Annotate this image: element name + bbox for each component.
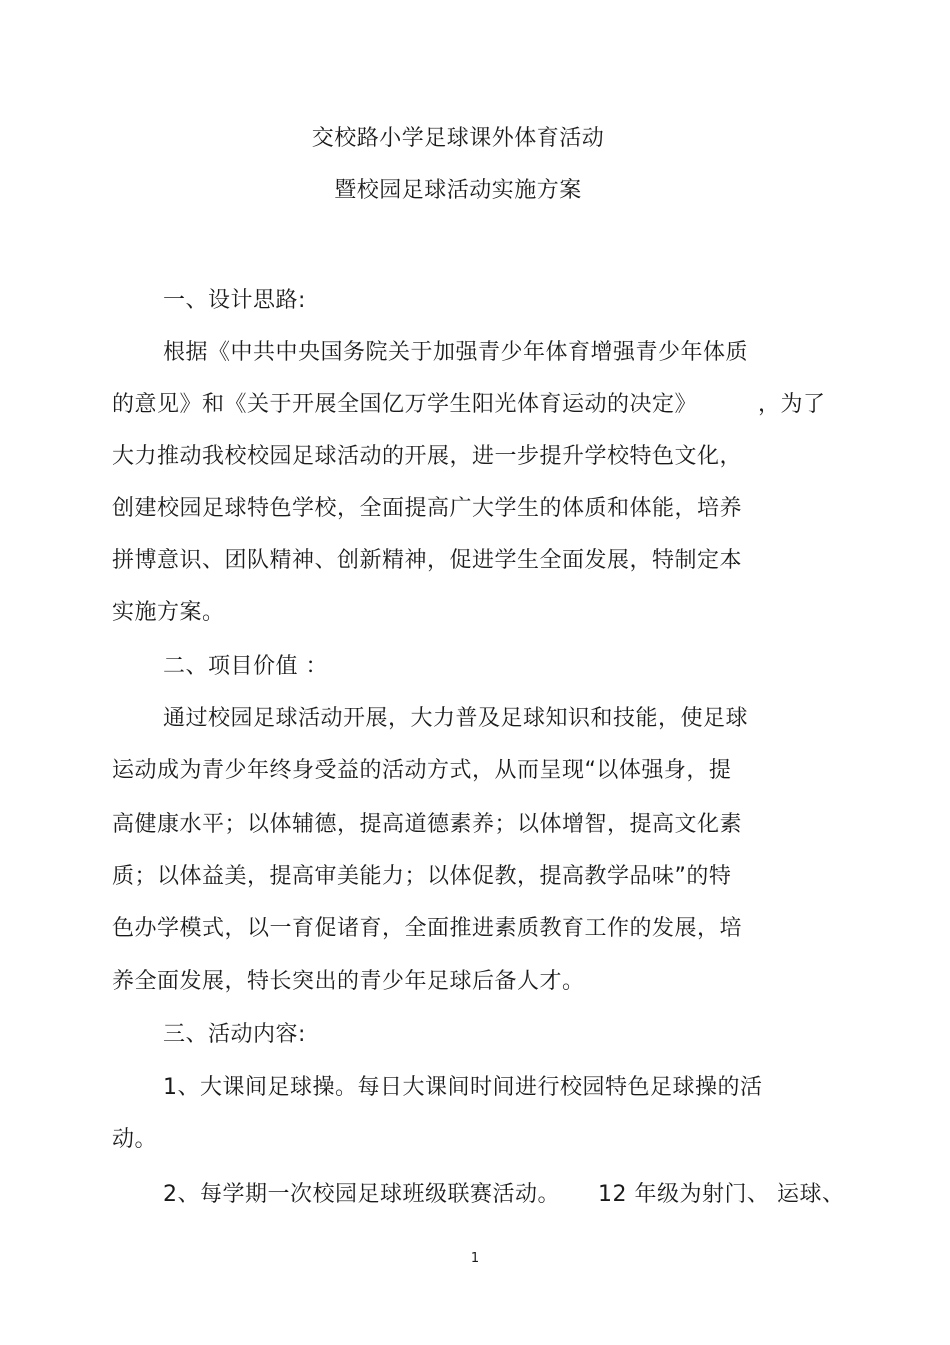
paragraph-line: ，为了 xyxy=(758,392,826,417)
section-1-heading: 一、设计思路: xyxy=(163,288,306,313)
paragraph-line: 大力推动我校校园足球活动的开展，进一步提升学校特色文化， xyxy=(112,444,743,469)
paragraph-line: 12 年级为射门、 运球、 xyxy=(598,1182,845,1207)
paragraph-line: 质；以体益美，提高审美能力；以体促教，提高教学品味”的特 xyxy=(112,864,732,889)
page-number: 1 xyxy=(470,1251,480,1266)
paragraph-line: 的意见》和《关于开展全国亿万学生阳光体育运动的决定》 xyxy=(112,392,698,417)
paragraph-line: 实施方案。 xyxy=(112,600,225,625)
document-title-line-2: 暨校园足球活动实施方案 xyxy=(334,178,582,203)
paragraph-line: 运动成为青少年终身受益的活动方式，从而呈现“以体强身，提 xyxy=(112,758,732,783)
paragraph-line: 2、每学期一次校园足球班级联赛活动。 xyxy=(163,1182,560,1207)
paragraph-line: 通过校园足球活动开展，大力普及足球知识和技能，使足球 xyxy=(163,706,749,731)
document-title-line-1: 交校路小学足球课外体育活动 xyxy=(311,126,605,151)
paragraph-line: 养全面发展，特长突出的青少年足球后备人才。 xyxy=(112,969,585,994)
paragraph-line: 创建校园足球特色学校，全面提高广大学生的体质和体能，培养 xyxy=(112,496,743,521)
paragraph-line: 色办学模式，以一育促诸育，全面推进素质教育工作的发展，培 xyxy=(112,916,743,941)
paragraph-line: 拼博意识、团队精神、创新精神，促进学生全面发展，特制定本 xyxy=(112,548,743,573)
section-2-heading: 二、项目价值 ： xyxy=(163,654,328,679)
paragraph-line: 高健康水平；以体辅德，提高道德素养；以体增智，提高文化素 xyxy=(112,812,743,837)
paragraph-line: 1、大课间足球操。每日大课间时间进行校园特色足球操的活 xyxy=(163,1075,763,1100)
section-3-heading: 三、活动内容: xyxy=(163,1022,306,1047)
paragraph-line: 根据《中共中央国务院关于加强青少年体育增强青少年体质 xyxy=(163,340,749,365)
paragraph-line: 动。 xyxy=(112,1127,158,1152)
